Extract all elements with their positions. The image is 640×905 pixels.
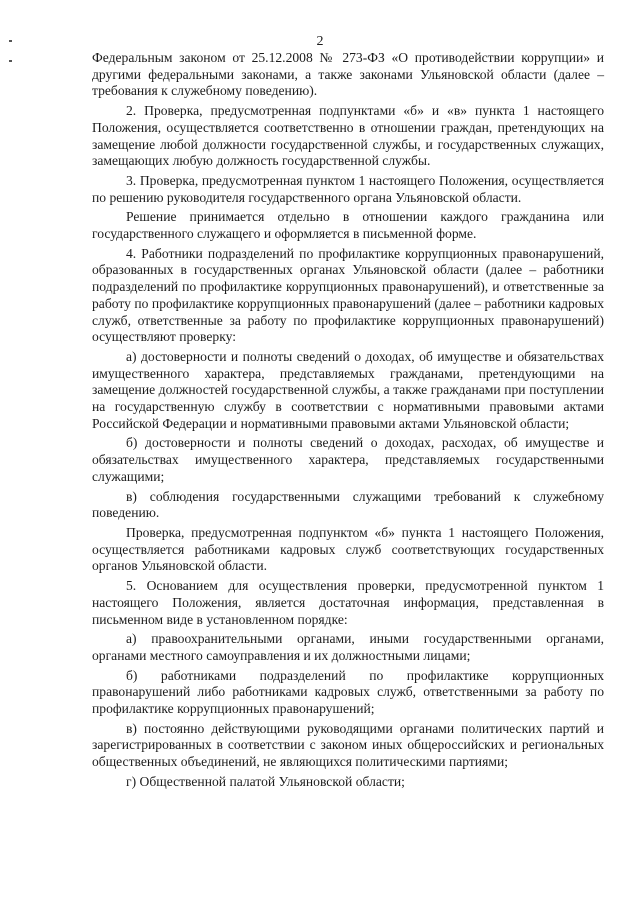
paragraph: б) работниками подразделений по профилактике коррупционных правонарушений либо работниками кадровых служб, ответственными за работу по профилактике коррупционных правонарушений; (92, 667, 604, 717)
paragraph: г) Общественной палатой Ульяновской области; (126, 773, 405, 789)
document-body (92, 50, 604, 794)
paragraph: 4. Работники подразделений по профилактике коррупционных правонарушений, образованных в государственных органах Ульяновской области (далее – работники подразделений по профилактике коррупционных правонарушений), и ответственные за работу по профилактике коррупционных правонарушений (далее – работники кадровых служб, ответственные за работу по профилактике коррупционных правонарушений) осуществляют проверку: (92, 245, 604, 345)
page-number: 2 (316, 34, 324, 49)
paragraph: в) постоянно действующими руководящими органами политических партий и зарегистрированных в соответствии с законом иных общероссийских и региональных общественных объединений, не являющихся политическими партиями; (92, 720, 604, 770)
scan-mark (9, 60, 12, 62)
paragraph: а) достоверности и полноты сведений о доходах, об имуществе и обязательствах имущественного характера, представляемых гражданами, претендующими на замещение должностей государственной службы, а также гражданами при поступлении на государственную службу в соответствии с нормативными правовыми актами Российской Федерации и нормативными правовыми актами Ульяновской области; (92, 348, 604, 431)
paragraph: б) достоверности и полноты сведений о доходах, расходах, об имуществе и обязательствах имущественного характера, представляемых государственными служащими; (92, 435, 604, 484)
paragraph: Решение принимается отдельно в отношении каждого гражданина или государственного служащего и оформляется в письменной форме. (92, 209, 604, 242)
paragraph: 3. Проверка, предусмотренная пунктом 1 настоящего Положения, осуществляется по решению руководителя государственного органа Ульяновской области. (92, 172, 604, 205)
paragraph: в) соблюдения государственными служащими требований к служебному поведению. (92, 488, 604, 521)
paragraph: Проверка, предусмотренная подпунктом «б» пункта 1 настоящего Положения, осуществляется работниками кадровых служб соответствующих государственных органов Ульяновской области. (92, 524, 604, 574)
paragraph: 5. Основанием для осуществления проверки, предусмотренной пунктом 1 настоящего Положения, является достаточная информация, представленная в письменном виде в установленном порядке: (92, 578, 604, 627)
paragraph: 2. Проверка, предусмотренная подпунктами «б» и «в» пункта 1 настоящего Положения, осуществляется соответственно в отношении граждан, претендующих на замещение любой должности государственной службы, и государственных служащих, замещающих любую должность государственной службы. (92, 103, 604, 169)
paragraph: Федеральным законом от 25.12.2008 № 273-ФЗ «О противодействии коррупции» и другими федеральными законами, а также законами Ульяновской области (далее – требования к служебному поведению). (92, 50, 604, 99)
paragraph: а) правоохранительными органами, иными государственными органами, органами местного самоуправления и их должностными лицами; (92, 631, 604, 663)
